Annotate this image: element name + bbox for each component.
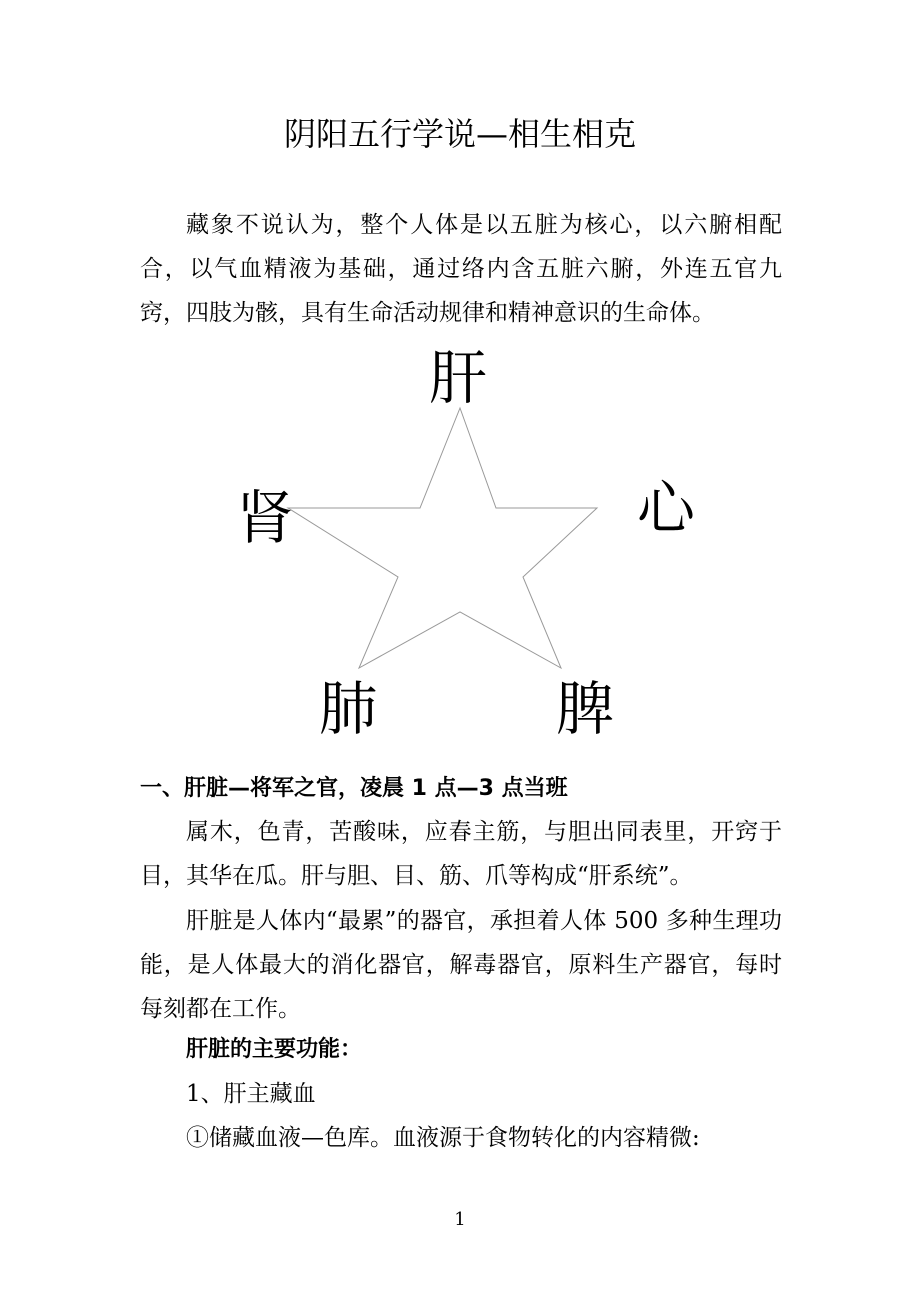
organ-label-spleen: 脾 — [556, 675, 615, 743]
page-title: 阴阳五行学说—相生相克 — [283, 115, 636, 153]
intro-paragraph: 藏象不说认为，整个人体是以五脏为核心，以六腑相配合，以气血精液为基础，通过络内含五脏六腑，外连五官九窍，四肢为骸，具有生命活动规律和精神意识的生命体。 — [140, 212, 782, 326]
liver-attributes-paragraph: 属木，色青，苦酸味，应春主筋，与胆出同表里，开窍于目，其华在瓜。肝与胆、目、筋、爪等构成“肝系统”。 — [140, 819, 782, 889]
organ-label-heart: 心 — [637, 474, 696, 542]
organ-label-lung: 肺 — [319, 675, 378, 743]
function-item-1: 1、肝主藏血 — [186, 1081, 316, 1107]
liver-functions-heading: 肝脏的主要功能： — [186, 1037, 363, 1062]
organ-label-kidney: 肾 — [236, 484, 295, 552]
liver-description-paragraph: 肝脏是人体内“最累”的器官，承担着人体 500 多种生理功能，是人体最大的消化器官，解毒器官，原料生产器官，每时每刻都在工作。 — [140, 908, 782, 1022]
function-item-1-detail: ①储藏血液—色库。血液源于食物转化的内容精微: — [186, 1125, 700, 1151]
star-outline — [288, 408, 597, 668]
organ-label-liver: 肝 — [429, 344, 488, 412]
page-number: 1 — [454, 1209, 466, 1230]
section-heading-liver: 一、肝脏—将军之官，凌晨 1 点—3 点当班 — [140, 776, 568, 801]
